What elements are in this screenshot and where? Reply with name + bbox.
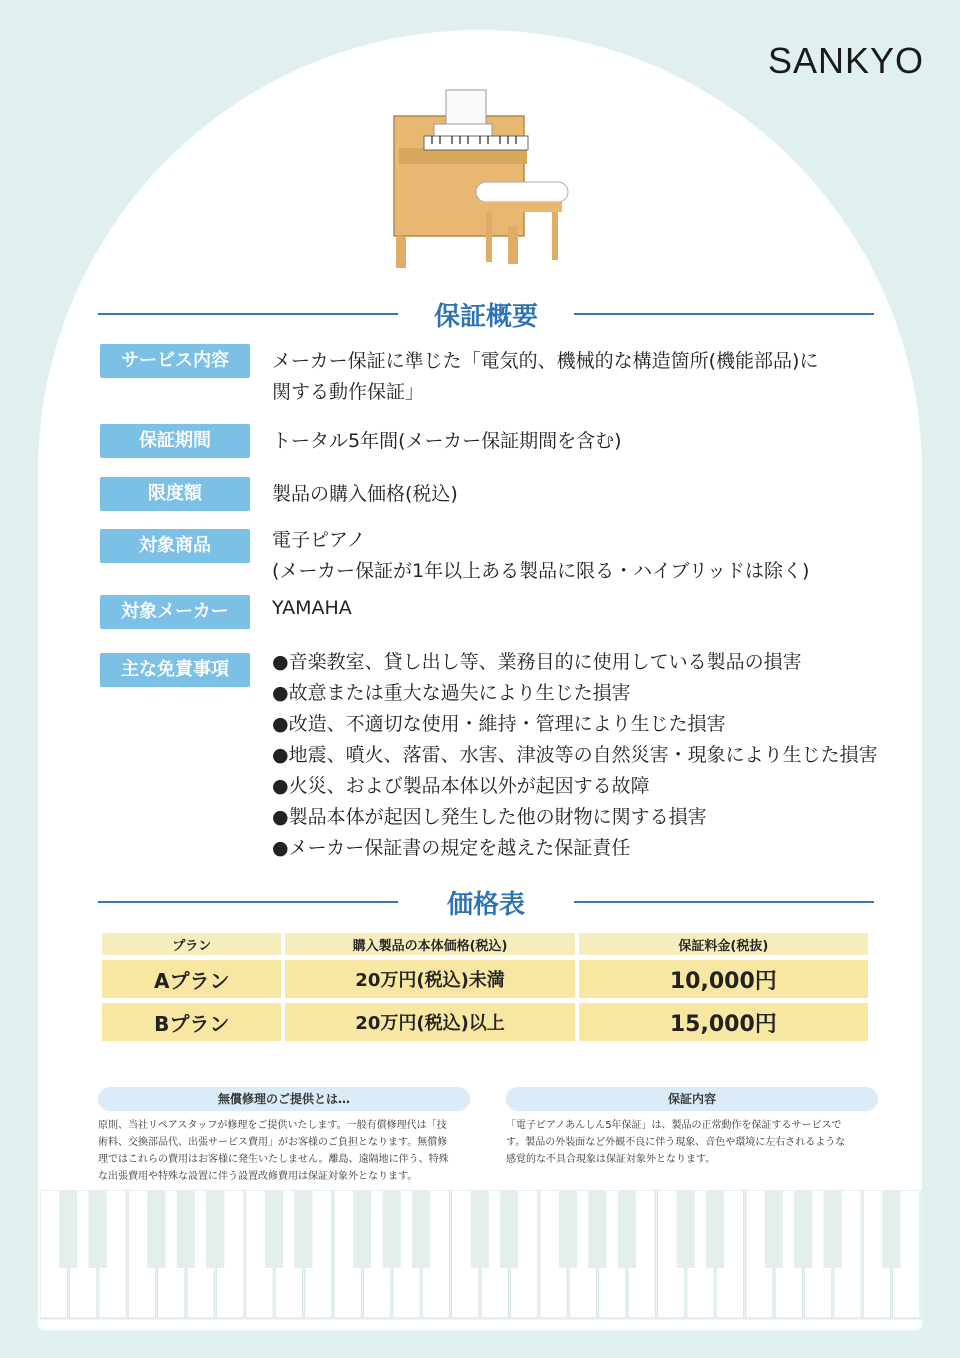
header-fee: 保証料金(税抜) bbox=[579, 933, 868, 955]
label-exclusions: 主な免責事項 bbox=[100, 653, 250, 687]
plan-b: Bプラン bbox=[102, 1003, 281, 1041]
brand-logo: SANKYO bbox=[767, 40, 924, 81]
black-key bbox=[294, 1190, 312, 1268]
note-line: 感覚的な不具合現象は保証対象外となります。 bbox=[506, 1154, 716, 1165]
label-period: 保証期間 bbox=[100, 424, 250, 458]
note-title: 保証内容 bbox=[506, 1087, 878, 1111]
value-line: 製品の購入価格(税込) bbox=[272, 483, 458, 505]
black-key bbox=[471, 1190, 489, 1268]
exclusion-item: ● 故意または重大な過失により生じた損害 bbox=[272, 678, 878, 709]
value-line: (メーカー保証が1年以上ある製品に限る・ハイブリッドは除く) bbox=[272, 560, 810, 582]
value-products bbox=[272, 525, 809, 587]
overview-title: 保証概要 bbox=[433, 302, 538, 332]
label-makers: 対象メーカー bbox=[100, 595, 250, 629]
black-key bbox=[588, 1190, 606, 1268]
note-line: 理ではこれらの費用はお客様に発生いたしません。離島、遠隔地に伴う、特殊 bbox=[98, 1154, 449, 1165]
header-plan: プラン bbox=[102, 933, 281, 955]
label-products: 対象商品 bbox=[100, 529, 250, 563]
value-makers bbox=[272, 593, 352, 624]
exclusion-item: ● 音楽教室、貸し出し等、業務目的に使用している製品の損害 bbox=[272, 647, 878, 678]
black-key bbox=[765, 1190, 783, 1268]
black-key bbox=[412, 1190, 430, 1268]
heading-rule-right bbox=[574, 901, 874, 903]
plan-a: Aプラン bbox=[102, 960, 281, 998]
exclusion-item: ● 火災、および製品本体以外が起因する故障 bbox=[272, 771, 878, 802]
black-key bbox=[559, 1190, 577, 1268]
black-key bbox=[618, 1190, 636, 1268]
value-line: トータル5年間(メーカー保証期間を含む) bbox=[272, 430, 622, 452]
note-line: 術料、交換部品代、出張サービス費用」がお客様のご負担となります。無償修 bbox=[98, 1137, 448, 1148]
note-coverage bbox=[506, 1087, 878, 1168]
label-limit: 限度額 bbox=[100, 477, 250, 511]
price-heading bbox=[98, 884, 874, 920]
note-line: 「電子ピアノあんしん5年保証」は、製品の正常動作を保証するサービスで bbox=[506, 1120, 842, 1131]
value-service bbox=[272, 346, 818, 408]
black-key bbox=[265, 1190, 283, 1268]
heading-rule-right bbox=[574, 313, 874, 315]
exclusion-item: ● メーカー保証書の規定を越えた保証責任 bbox=[272, 833, 878, 864]
exclusion-list bbox=[272, 647, 878, 864]
value-line: メーカー保証に準じた「電気的、機械的な構造箇所(機能部品)に bbox=[272, 350, 819, 372]
note-line: 原則、当社リペアスタッフが修理をご提供いたします。一般有償修理代は「技 bbox=[98, 1120, 447, 1131]
table-row bbox=[102, 1003, 868, 1041]
black-key bbox=[89, 1190, 107, 1268]
note-free-repair bbox=[98, 1087, 470, 1185]
black-key bbox=[500, 1190, 518, 1268]
price-title: 価格表 bbox=[446, 890, 525, 920]
black-key bbox=[706, 1190, 724, 1268]
plan-b-fee: 15,000円 bbox=[579, 1003, 868, 1041]
black-key bbox=[882, 1190, 900, 1268]
plan-a-condition: 20万円(税込)未満 bbox=[285, 960, 574, 998]
plan-b-condition: 20万円(税込)以上 bbox=[285, 1003, 574, 1041]
note-body bbox=[98, 1117, 470, 1185]
price-table bbox=[98, 928, 872, 1046]
value-line: 関する動作保証」 bbox=[272, 381, 425, 403]
black-key bbox=[677, 1190, 695, 1268]
table-row bbox=[102, 960, 868, 998]
black-key bbox=[353, 1190, 371, 1268]
header-price: 購入製品の本体価格(税込) bbox=[285, 933, 574, 955]
black-key bbox=[177, 1190, 195, 1268]
exclusion-item: ● 製品本体が起因し発生した他の財物に関する損害 bbox=[272, 802, 878, 833]
black-key bbox=[206, 1190, 224, 1268]
piano-illustration bbox=[384, 86, 574, 276]
value-line: 電子ピアノ bbox=[272, 529, 366, 551]
value-limit bbox=[272, 479, 458, 510]
value-line: YAMAHA bbox=[272, 597, 352, 619]
piano-keys-decoration bbox=[40, 1190, 922, 1320]
note-title: 無償修理のご提供とは… bbox=[98, 1087, 470, 1111]
black-key bbox=[794, 1190, 812, 1268]
plan-a-fee: 10,000円 bbox=[579, 960, 868, 998]
price-table-header bbox=[102, 933, 868, 955]
black-key bbox=[147, 1190, 165, 1268]
note-line: す。製品の外装面など外観不良に伴う現象、音色や環境に左右されるような bbox=[506, 1137, 846, 1148]
label-service: サービス内容 bbox=[100, 344, 250, 378]
black-key bbox=[383, 1190, 401, 1268]
black-key bbox=[59, 1190, 77, 1268]
black-key bbox=[824, 1190, 842, 1268]
overview-heading bbox=[98, 296, 874, 332]
exclusion-item: ● 改造、不適切な使用・維持・管理により生じた損害 bbox=[272, 709, 878, 740]
exclusion-item: ● 地震、噴火、落雷、水害、津波等の自然災害・現象により生じた損害 bbox=[272, 740, 878, 771]
note-line: な出張費用や特殊な設置に伴う設置改修費用は保証対象外となります。 bbox=[98, 1171, 418, 1182]
note-body bbox=[506, 1117, 878, 1168]
value-period bbox=[272, 426, 622, 457]
